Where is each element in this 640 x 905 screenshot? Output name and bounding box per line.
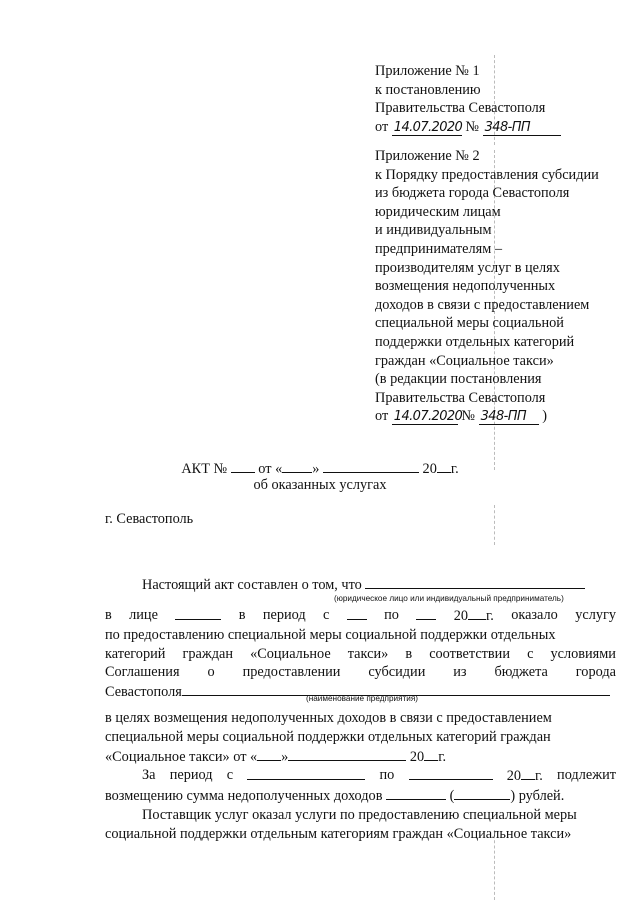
appendix-2-line: Правительства Севастополя [375,389,546,406]
act-body-main [105,606,616,702]
handwritten-number: 348-ПП [479,409,539,425]
act-body-cont [105,709,616,844]
blank-field [468,606,486,620]
act-body [105,575,616,595]
blank-field [365,575,585,589]
act-subtitle: об оказанных услугах [253,477,387,493]
act-title: АКТ № от « » 20 г. [181,461,459,477]
handwritten-number: 348-ПП [483,120,561,136]
appendix-2-line: к Порядку предоставления субсидии [375,166,599,183]
field-hint: (юридическое лицо или индивидуальный предприниматель) [334,594,564,603]
appendix-1-line: к постановлению [375,81,481,98]
appendix-2-line: производителям услуг в целях [375,259,560,276]
appendix-2-line: доходов в связи с предоставлением [375,296,590,313]
appendix-1-title: Приложение № 1 [375,63,480,79]
appendix-2-block [375,147,637,426]
body-line: в целях возмещения недополученных доходов в связи с предоставлением [105,710,552,726]
body-line: Соглашения о предоставлении субсидии из бюджета города [105,664,616,681]
appendix-2-line: поддержки отдельных категорий [375,333,575,350]
blank-field [247,766,365,780]
appendix-2-line: и индивидуальным [375,222,492,239]
blank-field [257,747,281,761]
blank-field [521,766,535,780]
appendix-1-block [375,62,637,136]
blank-field [175,606,221,620]
body-line: возмещению сумма недополученных доходов ( ) рублей. [105,788,565,805]
appendix-2-line: из бюджета города Севастополя [375,185,570,202]
appendix-2-line: юридическим лицам [375,203,501,220]
appendix-2-line: специальной меры социальной [375,315,564,332]
body-line: Поставщик услуг оказал услуги по предоставлению специальной меры [142,806,577,823]
appendix-1-date-line: от 14.07.2020 № 348-ПП [375,118,637,137]
field-hint: (наименование предприятия) [306,694,418,703]
appendix-2-line: возмещения недополученных [375,278,556,295]
appendix-2-line: предпринимателям – [375,240,502,257]
appendix-1-line: Правительства Севастополя [375,100,546,117]
blank-field [424,747,438,761]
blank-field [231,459,255,473]
blank-field [454,786,510,800]
appendix-2-line: (в редакции постановления [375,371,542,388]
blank-field [437,459,451,473]
body-line: категорий граждан «Социальное такси» в соответствии с условиями [105,645,616,662]
body-line: специальной меры социальной поддержки отдельных категорий граждан [105,728,551,745]
body-line: по предоставлению специальной меры социальной поддержки отдельных [105,626,556,643]
body-line: в лице в период с по 20 г. оказало услугу [105,607,616,624]
blank-field [323,459,419,473]
blank-field [386,786,446,800]
handwritten-date: 14.07.2020 [393,409,463,425]
blank-field [347,606,367,620]
blank-field [416,606,436,620]
handwritten-date: 14.07.2020 [393,119,463,135]
body-line: За период с по 20 г. подлежит [142,767,616,785]
blank-field [409,766,493,780]
appendix-2-line: граждан «Социальное такси» [375,352,554,369]
city-name: г. Севастополь [105,511,194,527]
body-line: социальной поддержки отдельным категориям граждан «Социальное такси» [105,825,572,842]
body-line: «Социальное такси» от « » 20 г. [105,748,447,765]
appendix-2-line: Приложение № 2 [375,148,480,164]
blank-field [288,747,406,761]
scan-fold-line [494,505,495,545]
blank-field [282,459,312,473]
body-line: Севастополя [105,682,616,702]
appendix-2-date-line: от 14.07.2020 № 348-ПП ) [375,408,547,425]
body-line: Настоящий акт составлен о том, что [105,575,616,595]
